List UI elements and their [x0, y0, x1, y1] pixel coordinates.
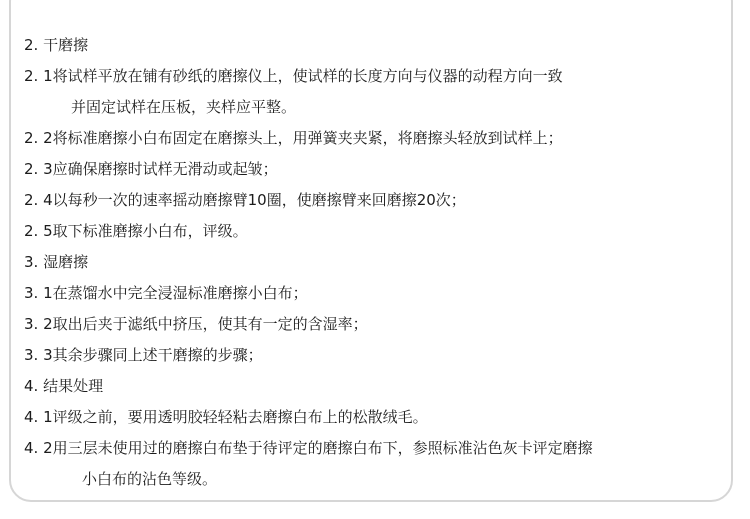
step-2-1: 2. 1将试样平放在铺有砂纸的磨擦仪上，使试样的长度方向与仪器的动程方向一致 [24, 67, 563, 85]
step-4-2: 4. 2用三层未使用过的磨擦白布垫于待评定的磨擦白布下，参照标准沾色灰卡评定磨擦 [24, 439, 593, 457]
step-2-4: 2. 4以每秒一次的速率摇动磨擦臂10圈，使磨擦臂来回磨擦20次； [24, 191, 466, 209]
step-3-2: 3. 2取出后夹于滤纸中挤压，使其有一定的含湿率； [24, 315, 368, 333]
section-heading-result-processing: 4. 结果处理 [24, 377, 104, 395]
section-heading-dry-rubbing: 2. 干磨擦 [24, 36, 89, 54]
step-2-3: 2. 3应确保磨擦时试样无滑动或起皱； [24, 160, 278, 178]
section-heading-wet-rubbing: 3. 湿磨擦 [24, 253, 89, 271]
step-3-1: 3. 1在蒸馏水中完全浸湿标准磨擦小白布； [24, 284, 308, 302]
step-4-2-continuation: 小白布的沾色等级。 [82, 470, 218, 488]
step-2-2: 2. 2将标准磨擦小白布固定在磨擦头上，用弹簧夹夹紧，将磨擦头轻放到试样上； [24, 129, 563, 147]
step-4-1: 4. 1评级之前，要用透明胶轻轻粘去磨擦白布上的松散绒毛。 [24, 408, 428, 426]
step-2-5: 2. 5取下标准磨擦小白布，评级。 [24, 222, 248, 240]
step-2-1-continuation: 并固定试样在压板，夹样应平整。 [71, 98, 297, 116]
step-3-3: 3. 3其余步骤同上述干磨擦的步骤； [24, 346, 263, 364]
document-body [24, 30, 734, 495]
